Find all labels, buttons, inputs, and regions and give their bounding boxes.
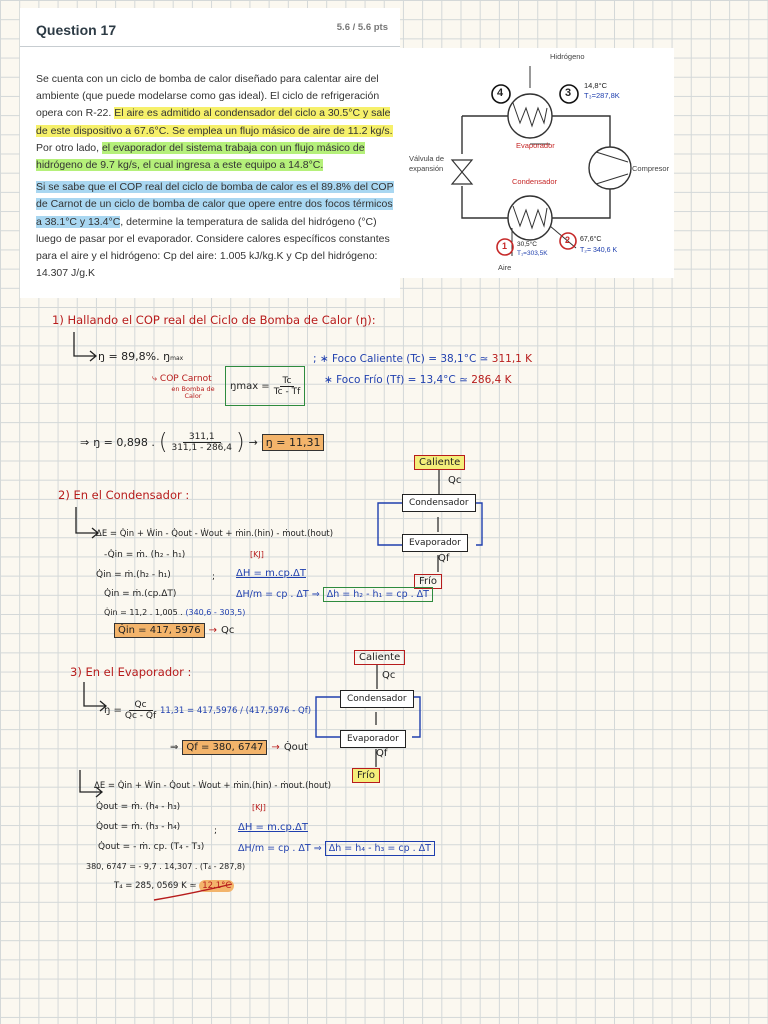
label-aire: Aire xyxy=(498,263,512,272)
foco-caliente-text: ; ∗ Foco Caliente (Tc) = 38,1°C ≃ xyxy=(313,353,492,365)
enthalpy-result-box-2: Δh = h₄ - h₃ = cp . ΔT xyxy=(325,841,435,856)
enthalpy-eq-1: ΔH = m.cp.ΔT xyxy=(236,568,306,579)
cycle-diagram xyxy=(400,48,674,278)
carnot-fraction xyxy=(274,376,301,397)
arrow-down-right-icon xyxy=(72,505,102,545)
state-1-number: 1 xyxy=(502,241,508,251)
label-valvula-1: Válvula de xyxy=(409,154,445,163)
evaporador-box-2: Evaporador xyxy=(340,730,406,748)
arrow-down-right-icon xyxy=(70,330,100,370)
highlight-green: el evaporador del sistema trabaja con un flujo másico de hidrógeno de 9.7 kg/s, el cual ingresa a este equipo a 14.8°C. xyxy=(36,141,365,172)
expansion-valve-icon xyxy=(452,160,472,184)
t3-celsius: 14,8°C xyxy=(584,81,608,90)
label-evaporador: Evaporador xyxy=(516,141,555,150)
evap-fraction-num: Qc xyxy=(129,700,153,711)
enthalpy-eq-3: ΔH = m.cp.ΔT xyxy=(238,822,308,833)
evaporator-line-4: Q̇out = ṁ. (h₃ - h₄) xyxy=(96,822,181,832)
evaporator-qf-result: ⇒ Qf = 380, 6747 → Q̇out xyxy=(170,742,309,753)
t4-celsius-answer: 12,1°C xyxy=(199,880,234,892)
question-body xyxy=(36,71,396,287)
frio-tag-2: Frío xyxy=(352,768,380,783)
evap-fraction-den: Qc - Qf xyxy=(124,711,157,721)
t4-kelvin: T₄ = 285, 0569 K ≃ xyxy=(114,881,200,891)
carnot-small-label: en Bomba de Calor xyxy=(171,385,215,400)
question-points: 5.6 / 5.6 pts xyxy=(336,22,388,33)
energy-balance-condenser: ΔE = Q̇in + Ẇin - Q̇out - Ẇout + ṁin.(hin) - ṁout.(hout) xyxy=(96,529,334,539)
kj-unit-2: [KJ] xyxy=(252,803,266,812)
carnot-label-text: COP Carnot xyxy=(159,374,212,384)
condenser-line-3: Q̇in = ṁ.(h₂ - h₁) xyxy=(96,570,171,580)
qf-label-2: Qf xyxy=(376,748,388,759)
condenser-qc-label: Qc xyxy=(221,625,235,636)
highlight-blue: Si se sabe que el COP real del ciclo de bomba de calor es el 89.8% del COP de Carnot de un ciclo de bomba de calor que opere entre dos focos térmicos a 38.1°C y 13.4°C xyxy=(36,181,394,228)
state-3-number: 3 xyxy=(565,87,572,99)
enthalpy-per-mass: ΔH/m = cp . ΔT xyxy=(236,589,309,600)
heading-section-3: 3) En el Evaporador : xyxy=(70,665,192,679)
evaporator-substitution: 11,31 = 417,5976 / (417,5976 - Qf) xyxy=(160,706,312,716)
cop-equation xyxy=(98,350,183,363)
evaporator-line-3: Q̇out = ṁ. (h₄ - h₃) xyxy=(96,802,181,812)
cop-calc-numerator: 311,1 xyxy=(183,432,221,443)
cop-result-box: ŋ = 11,31 xyxy=(262,434,325,451)
condenser-line-2: -Q̇in = ṁ. (h₂ - h₁) xyxy=(104,550,186,560)
t1-kelvin: T₁=303,5K xyxy=(517,250,548,257)
qc-label-2: Qc xyxy=(382,670,396,681)
evaporator-line-5: Q̇out = - ṁ. cp. (T₄ - T₃) xyxy=(98,842,205,852)
text-span: Se cuenta con un ciclo de bomba de calor diseñado para calentar aire del ambiente (que puede modelarse como gas ideal). El ciclo de refrigeración opera con R-22. xyxy=(36,73,380,120)
t2-kelvin: T₂= 340,6 K xyxy=(580,247,618,254)
enthalpy-eq-4: ΔH/m = cp . ΔT ⇒ Δh = h₄ - h₃ = cp . ΔT xyxy=(238,843,435,854)
kj-unit-1: [KJ] xyxy=(250,550,264,559)
evap-fraction xyxy=(125,700,156,721)
foco-frio-text: ∗ Foco Frío (Tf) = 13,4°C ≃ xyxy=(324,374,472,386)
evaporator-line-6: 380, 6747 = - 9,7 . 14,307 . (T₄ - 287,8) xyxy=(86,862,246,871)
label-compresor: Compresor xyxy=(632,164,670,173)
question-paragraph-2 xyxy=(36,179,396,282)
state-2-number: 2 xyxy=(565,235,571,245)
caliente-tag-2: Caliente xyxy=(354,650,405,665)
t2-celsius: 67,6°C xyxy=(580,236,602,243)
frio-tag-1: Frío xyxy=(414,574,442,589)
foco-caliente xyxy=(313,353,532,365)
evaporator-qout-label: Q̇out xyxy=(283,742,309,753)
enthalpy-result-box-1: Δh = h₂ - h₁ = cp . ΔT xyxy=(323,587,433,602)
question-paragraph-1 xyxy=(36,71,396,174)
divider xyxy=(20,46,400,47)
fraction-denominator: Tc - Tf xyxy=(273,386,301,397)
fraction-numerator: Tc xyxy=(280,376,295,387)
text-span: Por otro lado, xyxy=(36,141,102,154)
condenser-line-5 xyxy=(104,608,245,617)
highlight-yellow: Se emplea un flujo másico de aire de 11.2 kg/s. xyxy=(169,124,393,137)
t3-kelvin: T₃=287,8K xyxy=(584,91,620,100)
state-4-number: 4 xyxy=(497,87,504,99)
label-valvula-2: expansión xyxy=(409,164,444,173)
heading-section-1: 1) Hallando el COP real del Ciclo de Bomba de Calor (ŋ): xyxy=(52,313,376,327)
evaporador-box-1: Evaporador xyxy=(402,534,468,552)
caliente-tag-1: Caliente xyxy=(414,455,465,470)
condensador-box-1: Condensador xyxy=(402,494,476,512)
condenser-line-4: Q̇in = ṁ.(cp.ΔT) xyxy=(104,589,177,599)
question-title: Question 17 xyxy=(36,22,117,38)
evaporator-qf-box: Qf = 380, 6747 xyxy=(182,740,267,755)
energy-balance-evaporator: ΔE = Q̇in + Ẇin - Q̇out - Ẇout + ṁin.(hin) - ṁout.(hout) xyxy=(94,781,332,791)
condenser-result-box: Q̇in = 417, 5976 xyxy=(114,623,205,638)
heat-pump-schematic xyxy=(400,48,674,278)
label-hidrogeno: Hidrógeno xyxy=(550,52,585,61)
compressor-icon xyxy=(589,147,631,189)
subscript-max: max xyxy=(170,355,184,362)
separator-semicolon: ; xyxy=(212,572,216,582)
foco-caliente-value: 311,1 K xyxy=(491,353,533,365)
nmax-text: ŋmax = xyxy=(230,380,270,392)
underline-stroke xyxy=(150,882,240,906)
qf-label-1: Qf xyxy=(438,553,450,564)
condensador-box-2: Condensador xyxy=(340,690,414,708)
foco-frio xyxy=(324,374,512,386)
qc-label-1: Qc xyxy=(448,475,462,486)
evaporator-cop-eq xyxy=(104,700,156,721)
cop-calc-denominator: 311,1 - 286,4 xyxy=(171,443,232,453)
t1-celsius: 30,5°C xyxy=(517,241,537,248)
question-card xyxy=(20,8,400,298)
foco-frio-value: 286,4 K xyxy=(471,374,512,386)
carnot-label: ⤷ COP Carnot xyxy=(152,374,212,384)
enthalpy-eq-2: ΔH/m = cp . ΔT ⇒ Δh = h₂ - h₁ = cp . ΔT xyxy=(236,589,433,600)
separator-semicolon-2: ; xyxy=(214,826,218,836)
cop-calc-fraction xyxy=(171,432,232,453)
condenser-result: Q̇in = 417, 5976 → Qc xyxy=(114,623,234,638)
heading-section-2: 2) En el Condensador : xyxy=(58,488,190,502)
label-condensador: Condensador xyxy=(512,177,558,186)
highlight-yellow: El aire es admitido al condensador del ciclo a 30.5°C y sale de este dispositivo a 67.6°C. xyxy=(36,107,391,137)
text-span: , determine la temperatura de salida del hidrógeno (°C) luego de pasar por el evaporador. Considere calores específicos constantes para el aire y el hidrógeno: Cp del aire: 1.005 kJ/kg.K y Cp del hidrógeno: 14.307 J/g.K xyxy=(36,215,390,280)
eta-symbol: ŋ = xyxy=(104,705,122,716)
cop-equation-text: ŋ = 89,8%. ŋ xyxy=(98,350,171,363)
enthalpy-per-mass-2: ΔH/m = cp . ΔT xyxy=(238,843,311,854)
carnot-formula-box xyxy=(225,366,305,406)
condenser-line-5-text: Q̇in = 11,2 . 1,005 . xyxy=(104,608,183,617)
cop-calc-prefix: ŋ = 0,898 . xyxy=(93,436,155,449)
cop-calculation: ⇒ ŋ = 0,898 . ( $\frac{311,1}{311,1 - 286,4}$ ) → ŋ = 11,31 xyxy=(80,430,324,455)
condenser-delta-t: (340,6 - 303,5) xyxy=(185,608,246,617)
